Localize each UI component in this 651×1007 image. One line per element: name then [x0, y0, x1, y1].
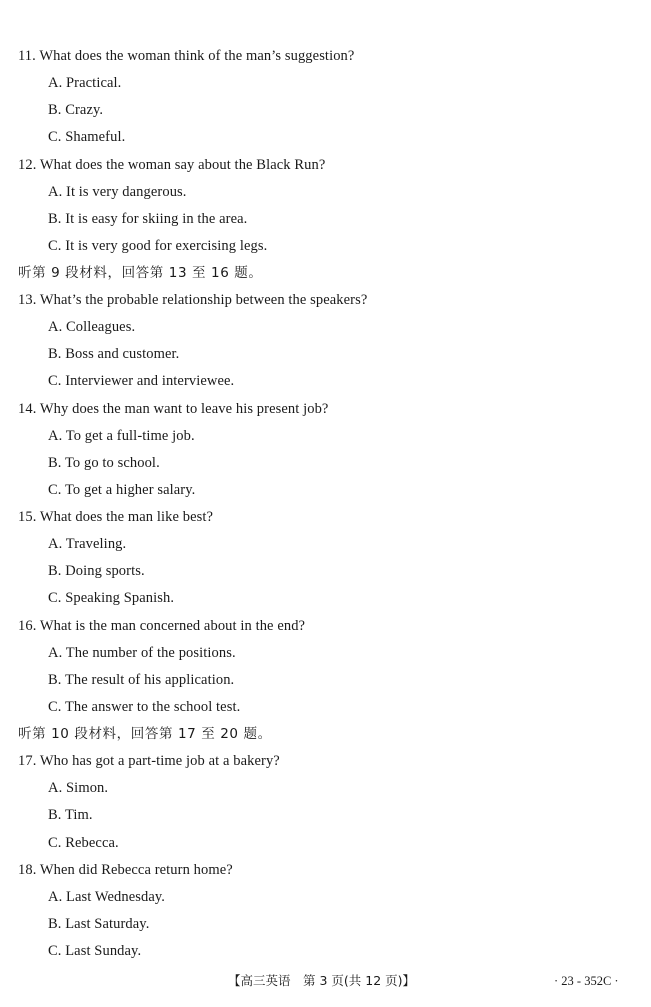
question-stem: 14. Why does the man want to leave his present job?: [18, 400, 329, 417]
question-stem: 18. When did Rebecca return home?: [18, 861, 233, 878]
answer-option: C. Rebecca.: [48, 834, 119, 851]
answer-option: A. The number of the positions.: [48, 644, 236, 661]
page-footer-code: · 23 - 352C ·: [554, 974, 619, 988]
answer-option: A. Practical.: [48, 75, 122, 92]
answer-option: A. Colleagues.: [48, 319, 136, 336]
answer-option: C. It is very good for exercising legs.: [48, 237, 268, 254]
answer-option: C. The answer to the school test.: [48, 698, 241, 715]
answer-option: B. Boss and customer.: [48, 346, 180, 363]
answer-option: C. Last Sunday.: [48, 943, 142, 959]
answer-option: C. Speaking Spanish.: [48, 590, 175, 607]
answer-option: B. Last Saturday.: [48, 915, 150, 932]
question-stem: 12. What does the woman say about the Black Run?: [18, 156, 326, 173]
answer-option: B. To go to school.: [48, 454, 160, 471]
question-stem: 17. Who has got a part-time job at a bakery?: [18, 753, 280, 770]
section-instruction: 听第 9 段材料，回答第 13 至 16 题。: [18, 265, 263, 281]
answer-option: A. Simon.: [48, 780, 109, 797]
answer-option: C. To get a higher salary.: [48, 481, 196, 498]
answer-option: B. Tim.: [48, 807, 93, 824]
answer-option: A. To get a full-time job.: [48, 427, 195, 444]
question-stem: 13. What’s the probable relationship between the speakers?: [18, 292, 368, 309]
answer-option: B. It is easy for skiing in the area.: [48, 210, 248, 227]
section-instruction: 听第 10 段材料，回答第 17 至 20 题。: [18, 726, 272, 742]
answer-option: A. Traveling.: [48, 536, 127, 553]
answer-option: B. Doing sports.: [48, 563, 145, 580]
answer-option: B. Crazy.: [48, 102, 104, 119]
answer-option: C. Shameful.: [48, 129, 126, 146]
answer-option: A. Last Wednesday.: [48, 888, 166, 905]
question-stem: 15. What does the man like best?: [18, 509, 214, 525]
answer-option: A. It is very dangerous.: [48, 183, 187, 200]
answer-option: B. The result of his application.: [48, 671, 235, 688]
page-footer-title: 【高三英语 第 3 页(共 12 页)】: [228, 973, 416, 988]
question-stem: 16. What is the man concerned about in the end?: [18, 617, 306, 634]
question-stem: 11. What does the woman think of the man’s suggestion?: [18, 48, 355, 64]
answer-option: C. Interviewer and interviewee.: [48, 373, 235, 390]
